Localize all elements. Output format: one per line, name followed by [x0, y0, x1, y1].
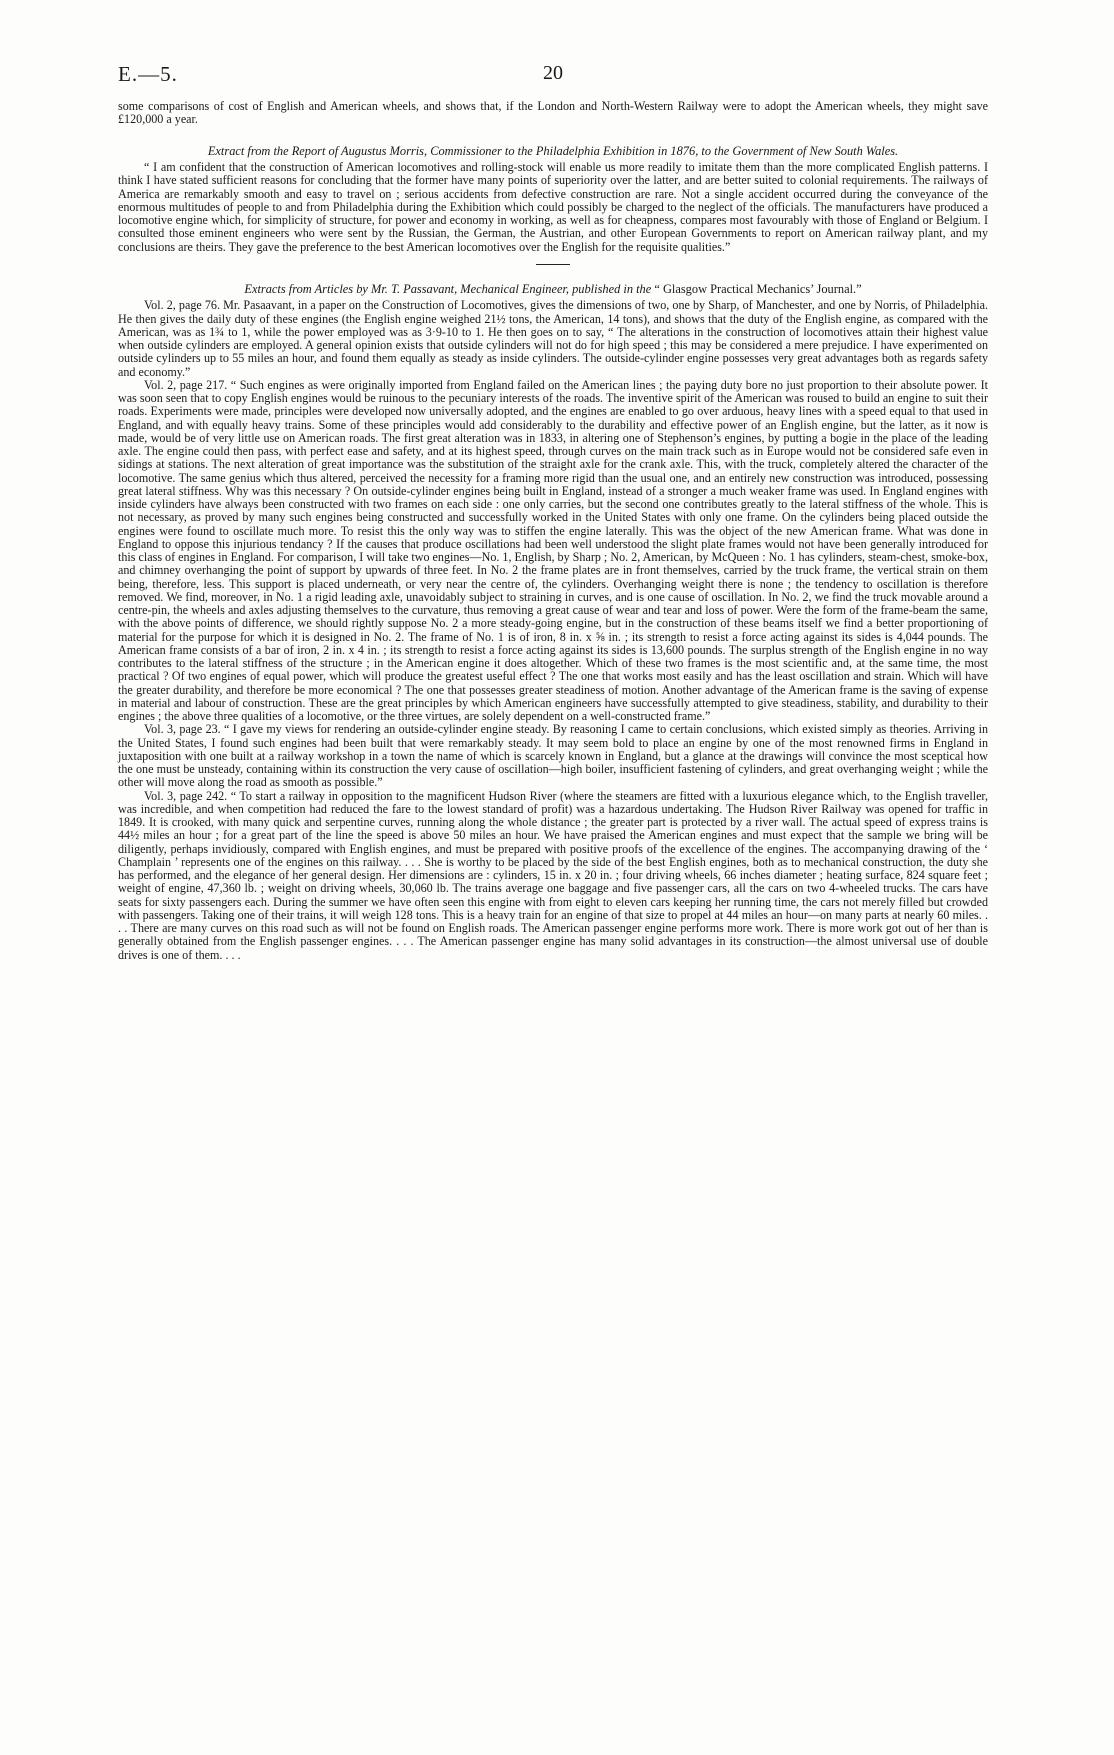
document-reference: E.—5. [118, 62, 178, 86]
document-page [118, 62, 988, 962]
paragraph-vol2-p76: Vol. 2, page 76. Mr. Pasaavant, in a paper on the Construction of Locomotives, gives the dimensions of two, one by Sharp, of Manchester, and one by Norris, of Philadelphia. He then gives the daily duty of these engines (the English engine weighed 21½ tons, the American, 14 tons), and shows that the duty of the English engine, as compared with the American, was as 1¾ to 1, while the power employed was as 3·9-10 to 1. He then goes on to say, “ The alterations in the construction of locomotives attain their highest value when outside cylinders are employed. A general opinion exists that outside cylinders will not do for high speed ; this may be considered a mere prejudice. I have experimented on outside cylinders up to 55 miles an hour, and found them equally as steady as inside cylinders. The outside-cylinder engine possesses very great advantages both as regards safety and economy.” [118, 298, 988, 379]
paragraph-vol3-p242: Vol. 3, page 242. “ To start a railway in opposition to the magnificent Hudson River (where the steamers are fitted with a luxurious elegance which, to the English traveller, was incredible, and when competition had reduced the fare to the lowest standard of profit) was a hazardous undertaking. The Hudson River Railway was opened for traffic in 1849. It is crooked, with many quick and serpentine curves, running along the whole distance ; the greater part is protected by a river wall. The actual speed of express trains is 44½ miles an hour ; for a great part of the line the speed is above 50 miles an hour. We have praised the American engines and must expect that the sample we bring will be diligently, perhaps invidiously, compared with English engines, and must be prepared with positive proofs of the excellence of the engines. The accompanying drawing of the ‘ Champlain ’ represents one of the engines on this railway. . . . She is worthy to be placed by the side of the best English engines, both as to mechanical construction, the duty she has performed, and the elegance of her general design. Her dimensions are : cylinders, 15 in. x 20 in. ; four driving wheels, 66 inches diameter ; heating surface, 824 square feet ; weight of engine, 47,360 lb. ; weight on driving wheels, 30,060 lb. The trains average one baggage and five passenger cars, all the cars on two 4-wheeled trucks. The cars have seats for sixty passengers each. During the summer we have often seen this engine with from eight to eleven cars keeping her running time, the cars not merely filled but crowded with passengers. Taking one of their trains, it will weigh 128 tons. This is a heavy train for an engine of that size to propel at 44 miles an hour—on many parts at nearly 60 miles. . . . There are many curves on this road such as will not be found on English roads. The American passenger engine performs more work. There is more work got out of her than is generally obtained from the English passenger engines. . . . The American passenger engine has many solid advantages in its construction—the almost universal use of double drives is one of them. . . . [118, 788, 988, 962]
section-heading-passavant-journal: “ Glasgow Practical Mechanics’ Journal.” [654, 281, 862, 296]
page-number: 20 [543, 62, 563, 84]
morris-quote-paragraph: “ I am confident that the construction of American locomotives and rolling-stock will enable us more readily to imitate them than the more complicated English patterns. I think I have stated sufficient reasons for concluding that the former have many points of superiority over the latter, and are better suited to colonial requirements. The railways of America are remarkably smooth and easy to travel on ; serious accidents from defective construction are rare. Not a single accident occurred during the conveyance of the enormous multitudes of people to and from Philadelphia during the Exhibition which could possibly be charged to the neglect of the officials. The manufacturers have produced a locomotive engine which, for simplicity of structure, for power and economy in working, as well as for cheapness, compares most favourably with those of England or Belgium. I consulted those eminent engineers who were sent by the Russian, the German, the Austrian, and other European Governments to report on American railway plant, and my conclusions are theirs. They gave the preference to the best American locomotives over the English for the requisite qualities.” [118, 160, 988, 254]
section-heading-passavant-italic: Extracts from Articles by Mr. T. Passavant, Mechanical Engineer, published in the [244, 281, 652, 296]
paragraph-vol2-p217: Vol. 2, page 217. “ Such engines as were originally imported from England failed on the American lines ; the paying duty bore no just proportion to their absolute power. It was soon seen that to copy English engines would be ruinous to the pecuniary interests of the roads. The inventive spirit of the American was roused to build an engine to suit their roads. Experiments were made, principles were developed now universally adopted, and the engines are enabled to go over arduous, heavy lines with a speed equal to that used in England, and with equally heavy trains. Some of these principles would add considerably to the durability and effective power of an English engine, but the latter, as it now is made, would be of very little use on American roads. The first great alteration was in 1833, in altering one of Stephenson’s engines, by putting a bogie in the place of the leading axle. The engine could then pass, with perfect ease and safety, and at its highest speed, through curves on the main track such as in Europe would not be considered safe even in sidings at stations. The next alteration of great importance was the substitution of the straight axle for the crank axle. This, with the truck, completely altered the character of the locomotive. The same genius which thus altered, perceived the necessity for a framing more rigid than the usual one, and an entirely new construction was introduced, possessing great lateral stiffness. Why was this necessary ? On outside-cylinder engines being built in England, instead of a stronger a much weaker frame was used. In England engines with inside cylinders have always been constructed with two frames on each side : one only carries, but the second one contributes greatly to the lateral stiffness of the whole. This is not necessary, as proved by many such engines being constructed and successfully worked in the United States with only one frame. On the cylinders being placed outside the engines were found to oscillate much more. To resist this the only way was to stiffen the engine laterally. This was the object of the new American frame. What was done in England to oppose this injurious tendancy ? If the causes that produce oscillations had been well understood the slight plate frames would not have been generally introduced for this class of engines in England. For comparison, I will take two engines—No. 1, English, by Sharp ; No. 2, American, by McQueen : No. 1 has cylinders, steam-chest, smoke-box, and chimney overhanging the point of support by upwards of three feet. In No. 2 the frame plates are in front themselves, carried by the truck frame, the vertical strain on them being, therefore, less. This support is placed underneath, or very near the centre of, the cylinders. Overhanging weight there is none ; the tendency to oscillation is therefore removed. We find, moreover, in No. 1 a rigid leading axle, unavoidably subject to straining in curves, and is one cause of oscillation. In No. 2, we find the truck movable around a centre-pin, the wheels and axles adjusting themselves to the curvature, thus removing a great cause of wear and tear and loss of power. Were the form of the frame-beam the same, with the above points of difference, we should rightly suppose No. 2 a more steady-going engine, but in the construction of these beams itself we find a better proportioning of material for the purpose for which it is designed in No. 2. The frame of No. 1 is of iron, 8 in. x ⅝ in. ; its strength to resist a force acting against its sides is 4,044 pounds. The American frame consists of a bar of iron, 2 in. x 4 in. ; its strength to resist a force acting against its sides is 13,600 pounds. The surplus strength of the English engine in no way contributes to the lateral stiffness of the structure ; in the American engine it does altogether. Which of these two frames is the most scientific and, at the same time, the most practical ? Of two engines of equal power, which will produce the greatest useful effect ? The one that works most easily and has the least oscillation and strain. Which will have the greater durability, and therefore be more economical ? The one that possesses greater steadiness of motion. Another advantage of the American frame is the saving of expense in material and labour of construction. These are the great principles by which American engineers have successfully attempted to give steadiness, stability, and durability to their engines ; the above three qualities of a locomotive, or the three virtues, are solely dependent on a well-constructed frame.” [118, 377, 988, 724]
paragraph-vol3-p23: Vol. 3, page 23. “ I gave my views for rendering an outside-cylinder engine steady. By reasoning I came to certain conclusions, which existed simply as theories. Arriving in the United States, I found such engines had been built that were remarkably steady. It may seem bold to place an engine by one of the most renowned firms in England in juxtaposition with one built at a railway workshop in a town the name of which is scarcely known in England, but a glance at the drawings will convince the most sceptical how the one must be unsteady, containing within its construction the very cause of oscillation—high boiler, insufficient fastening of cylinders, and great overhanging weight ; while the other will move along the road as smooth as possible.” [118, 722, 988, 790]
section-heading-passavant [118, 283, 988, 297]
section-heading-morris: Extract from the Report of Augustus Morris, Commissioner to the Philadelphia Exhibition in 1876, to the Government of New South Wales. [207, 143, 899, 158]
section-divider [536, 264, 570, 265]
page-header [118, 62, 988, 96]
intro-paragraph: some comparisons of cost of English and American wheels, and shows that, if the London and North-Western Railway were to adopt the American wheels, they might save £120,000 a year. [118, 99, 988, 127]
